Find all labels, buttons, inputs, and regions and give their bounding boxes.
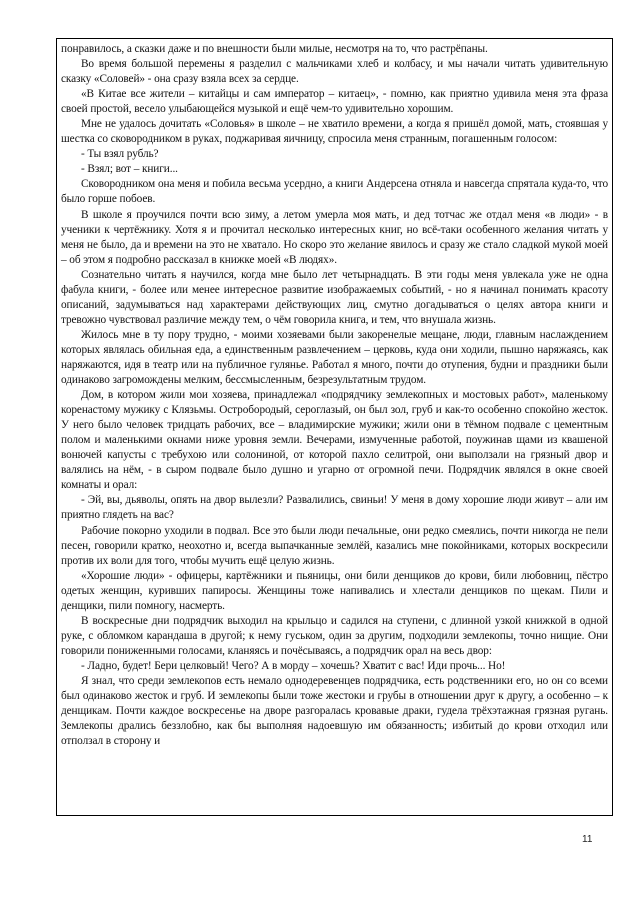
paragraph-13: Рабочие покорно уходили в подвал. Все это были люди печальные, они редко смеялись, почти никогда не пели песен, говорили кратко, неохотно и, всегда выпачканные землёй, казались мне покойниками, которых воскресили против их воли для того, чтобы мучить ещё целую жизнь. bbox=[61, 524, 608, 567]
paragraph-8: В школе я проучился почти всю зиму, а летом умерла моя мать, и дед тотчас же отдал меня «в люди» - в ученики к чертёжнику. Хотя я и прочитал несколько интересных книг, но всё-таки особенного желания читать у меня не было, да и времени на это не хватало. Но скоро это желание явилось и сразу же стало сладкой мукой моей – об этом я подробно рассказал в книжке моей «В людях». bbox=[61, 208, 608, 266]
paragraph-9: Сознательно читать я научился, когда мне было лет четырнадцать. В эти годы меня увлекала уже не одна фабула книги, - более или менее интересное развитие изображаемых событий, - но я начинал понимать красоту описаний, задумываться над характерами действующих лиц, смутно догадываться о целях автора книги и тревожно чувствовал различие между тем, о чём говорила книга, и тем, что внушала жизнь. bbox=[61, 268, 608, 326]
paragraph-16: - Ладно, будет! Бери целковый! Чего? А в морду – хочешь? Хватит с вас! Иди прочь... Но! bbox=[81, 659, 506, 672]
paragraph-7: Сковородником она меня и побила весьма усердно, а книги Андерсена отняла и навсегда спрятала куда-то, что было горше побоев. bbox=[61, 178, 608, 206]
paragraph-3: «В Китае все жители – китайцы и сам император – китаец», - помню, как приятно удивила меня эта фраза своей простой, весело улыбающейся музыкой и ещё чем-то удивительно хорошим. bbox=[61, 88, 608, 116]
paragraph-17: Я знал, что среди землекопов есть немало однодеревенцев подрядчика, есть родственники его, но он со всеми был одинаково жесток и груб. И землекопы были тоже жестоки и грубы в отношении друг к другу, а особенно – к денщикам. Почти каждое воскресенье на дворе разгоралась кровавые драки, гудела трёхэтажная грязная ругань. Землекопы дрались беззлобно, как бы выполняя надоевшую им обязанность; избитый до крови отходил или отползал в сторону и bbox=[61, 674, 608, 748]
paragraph-15: В воскресные дни подрядчик выходил на крыльцо и садился на ступени, с длинной узкой книжкой в одной руке, с обломком карандаша в другой; к нему гуськом, один за другим, подходили землекопы, точно нищие. Они говорили пониженными голосами, кланяясь и почёсываясь, а подрядчик орал на весь двор: bbox=[61, 614, 608, 657]
paragraph-2: Во время большой перемены я разделил с мальчиками хлеб и колбасу, и мы начали читать удивительную сказку «Соловей» - она сразу взяла всех за сердце. bbox=[61, 58, 608, 86]
text-frame bbox=[56, 38, 613, 816]
paragraph-12: - Эй, вы, дьяволы, опять на двор вылезли? Развалились, свиньи! У меня в дому хорошие люди живут – али им приятно глядеть на вас? bbox=[61, 494, 608, 522]
paragraph-4: Мне не удалось дочитать «Соловья» в школе – не хватило времени, а когда я пришёл домой, мать, стоявшая у шестка со сковородником в руках, поджаривая яичницу, спросила меня странным, погашенным голосом: bbox=[61, 118, 608, 146]
paragraph-11: Дом, в котором жили мои хозяева, принадлежал «подрядчику землекопных и мостовых работ», маленькому коренастому мужику с Клязьмы. Остробородый, сероглазый, он был зол, груб и как-то особенно спокойно жесток. У него было человек тридцать рабочих, все – владимирские мужики; жили они в тёмном подвале с цементным полом и маленькими окнами ниже уровня земли. Вечерами, измученные работой, поужинав щами из квашеной вонючей капусты с требухою или солониной, от которой пахло селитрой, они выползали на грязный двор и валялись на нём, - в сыром подвале было душно и угарно от огромной печи. Подрядчик являлся в окне своей комнаты и орал: bbox=[61, 389, 608, 492]
paragraph-14: «Хорошие люди» - офицеры, картёжники и пьяницы, они били денщиков до крови, били любовниц, пёстро одетых женщин, куривших папиросы. Женщины тоже напивались и хлестали денщиков по щекам. Пили и денщики, пили помногу, насмерть. bbox=[61, 569, 608, 612]
paragraph-6: - Взял; вот – книги... bbox=[81, 163, 178, 176]
paragraph-1: понравилось, а сказки даже и по внешности были милые, несмотря на то, что растрёпаны. bbox=[61, 43, 488, 55]
paragraph-5: - Ты взял рубль? bbox=[81, 148, 159, 161]
paragraph-10: Жилось мне в ту пору трудно, - моими хозяевами были закоренелые мещане, люди, главным наслаждением которых являлась обильная еда, а единственным развлечением – церковь, куда они ходили, пышно наряжаясь, как наряжаются, идя в театр или на публичное гулянье. Работал я много, почти до отупения, будни и праздники были одинаково загромождены мелким, бессмысленным, безрезультатным трудом. bbox=[61, 328, 608, 387]
page-number: 11 bbox=[582, 834, 593, 845]
